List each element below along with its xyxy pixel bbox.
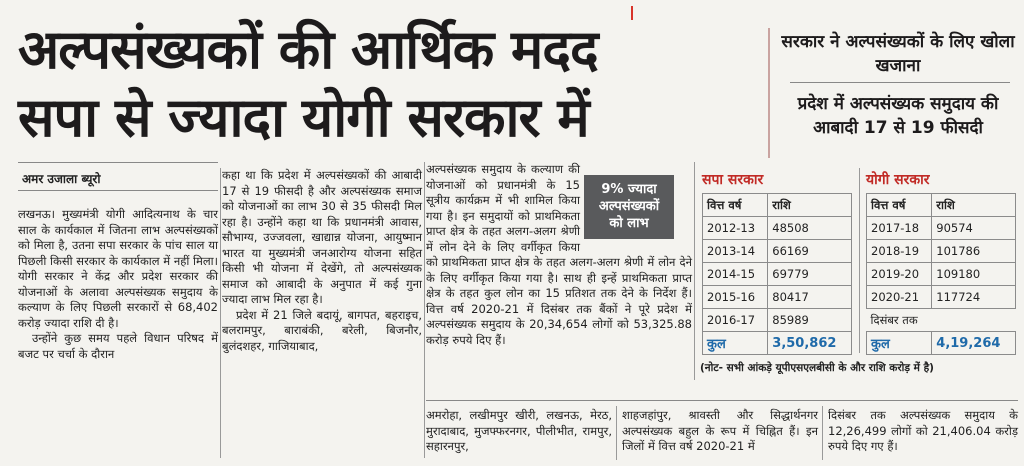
table-header: राशि bbox=[768, 194, 852, 217]
sp-table bbox=[702, 193, 852, 355]
bottom-column-3: दिसंबर तक अल्पसंख्यक समुदाय के 12,26,499 लोगों को 21,406.04 करोड़ रुपये दिए गए हैं। bbox=[828, 408, 1018, 453]
yogi-table bbox=[866, 193, 1016, 355]
table-row bbox=[867, 286, 1016, 309]
table-row bbox=[703, 217, 852, 240]
table-cell: 109180 bbox=[932, 263, 1016, 286]
column-text: प्रदेश में 21 जिले बदायूं, बागपत, बहराइच, बलरामपुर, बाराबंकी, बरेली, बिजनौर, बुलंदशहर, गाजियाबाद, bbox=[222, 307, 422, 353]
divider bbox=[768, 28, 770, 158]
total-label: कुल bbox=[867, 332, 932, 355]
article-column-2 bbox=[222, 168, 422, 354]
table-note: दिसंबर तक bbox=[870, 312, 918, 327]
bottom-column-1: अमरोहा, लखीमपुर खीरी, लखनऊ, मेरठ, मुरादाबाद, मुजफ्फरनगर, पीलीभीत, रामपुर, सहारनपुर, bbox=[426, 408, 612, 453]
column-text: कहा था कि प्रदेश में अल्पसंख्यकों की आबादी 17 से 19 फीसदी है और अल्पसंख्यक समाज को योजनाओं का लाभ 30 से 35 फीसदी मिल रहा है। उन्होंने कहा था कि प्रधानमंत्री आवास, सौभाग्य, उज्जवला, खाद्यान्न योजना, आयुष्मान भारत या मुख्यमंत्री जनआरोग्य योजना सहित किसी भी योजना में देखेंगे, तो अल्पसंख्यक समाज को आबादी के अनुपात में कई गुना ज्यादा लाभ मिल रहा है। bbox=[222, 168, 422, 306]
table-cell: 2020-21 bbox=[867, 286, 932, 309]
sp-table-title: सपा सरकार bbox=[702, 172, 764, 188]
column-text: लखनऊ। मुख्यमंत्री योगी आदित्यनाथ के चार साल के कार्यकाल में जितना लाभ अल्पसंख्यकों को मिला है, उतना सपा सरकार के पांच साल या पिछली किसी सरकार के कार्यकाल में नहीं मिला। योगी सरकार ने केंद्र और प्रदेश सरकार की योजनाओं के अलावा अल्पसंख्यक समुदाय के कल्याण के लिए पिछली सरकारों से 68,402 करोड़ ज्यादा राशि दी है। bbox=[18, 207, 218, 330]
total-value: 3,50,862 bbox=[768, 332, 852, 355]
headline-line-1: अल्पसंख्यकों की आर्थिक मदद bbox=[18, 18, 598, 81]
table-cell: 2019-20 bbox=[867, 263, 932, 286]
byline: अमर उजाला ब्यूरो bbox=[22, 172, 101, 186]
column-text: उन्होंने कुछ समय पहले विधान परिषद में बजट पर चर्चा के दौरान bbox=[18, 331, 218, 361]
badge-line: को लाभ bbox=[609, 216, 649, 231]
table-cell: 101786 bbox=[932, 240, 1016, 263]
table-cell: 2018-19 bbox=[867, 240, 932, 263]
table-cell: 2016-17 bbox=[703, 309, 768, 332]
badge-line: अल्पसंख्यकों bbox=[598, 199, 660, 214]
table-header: वित्त वर्ष bbox=[703, 194, 768, 217]
red-pen-mark bbox=[631, 6, 633, 20]
table-cell: 85989 bbox=[768, 309, 852, 332]
side-headline-2: प्रदेश में अल्पसंख्यक समुदाय की आबादी 17 से 19 फीसदी bbox=[797, 94, 999, 138]
badge-line: 9% ज्यादा bbox=[601, 182, 657, 197]
column-rule bbox=[822, 406, 823, 460]
side-headline-1: सरकार ने अल्पसंख्यकों के लिए खोला खजाना bbox=[781, 32, 1015, 76]
yogi-table-block bbox=[866, 170, 1016, 355]
table-row bbox=[867, 263, 1016, 286]
table-header: राशि bbox=[932, 194, 1016, 217]
column-continued bbox=[426, 255, 692, 348]
headline-line-2: सपा से ज्यादा योगी सरकार में bbox=[18, 86, 589, 149]
divider bbox=[426, 400, 1018, 401]
article-column-1 bbox=[18, 207, 218, 362]
highlight-badge bbox=[584, 175, 674, 239]
table-header: वित्त वर्ष bbox=[867, 194, 932, 217]
divider bbox=[18, 162, 218, 163]
yogi-table-title: योगी सरकार bbox=[866, 172, 930, 188]
column-rule bbox=[220, 168, 221, 458]
table-cell: 90574 bbox=[932, 217, 1016, 240]
table-row bbox=[867, 217, 1016, 240]
column-rule bbox=[616, 406, 617, 460]
column-rule bbox=[859, 168, 860, 353]
table-cell: 2013-14 bbox=[703, 240, 768, 263]
divider bbox=[790, 82, 1010, 83]
divider bbox=[18, 190, 218, 191]
table-cell: 48508 bbox=[768, 217, 852, 240]
total-value: 4,19,264 bbox=[932, 332, 1016, 355]
column-text: अल्पसंख्यक समुदाय के कल्याण की योजनाओं को प्रधानमंत्री के 15 सूत्रीय कार्यक्रम में भी शामिल किया गया है। इन समुदायों को प्राथमिकता प्राप्त क्षेत्र के तहत अलग-अलग श्रेणी में लोन देने के लिए वर्गीकृत किया bbox=[426, 162, 580, 254]
bottom-column-2: शाहजहांपुर, श्रावस्ती और सिद्धार्थनगर अल्पसंख्यक बहुल के रूप में चिह्नित हैं। इन जिलों में वित्त वर्ष 2020-21 में bbox=[622, 408, 818, 453]
table-row bbox=[867, 240, 1016, 263]
table-row bbox=[867, 309, 1016, 332]
column-rule bbox=[424, 162, 425, 458]
total-row bbox=[867, 332, 1016, 355]
table-cell: 117724 bbox=[932, 286, 1016, 309]
column-text: को प्राथमिकता प्राप्त क्षेत्र के तहत अलग-अलग श्रेणी में लोन देने के लिए वर्गीकृत किया गया है। साथ ही इन्हें प्राथमिकता प्राप्त क्षेत्र के तहत कुल लोन का 15 प्रतिशत तक देने के निर्देश हैं। वित्त वर्ष 2020-21 में दिसंबर तक बैंकों ने पूरे प्रदेश में अल्पसंख्यक समुदाय के 20,34,654 लोगों को 53,325.88 करोड़ रुपये दिए हैं। bbox=[426, 255, 692, 347]
column-rule bbox=[694, 162, 695, 380]
total-label: कुल bbox=[703, 332, 768, 355]
table-row bbox=[703, 240, 852, 263]
table-cell: 2015-16 bbox=[703, 286, 768, 309]
total-row bbox=[703, 332, 852, 355]
table-row bbox=[703, 286, 852, 309]
table-row bbox=[703, 263, 852, 286]
table-cell: 2012-13 bbox=[703, 217, 768, 240]
table-cell: 69779 bbox=[768, 263, 852, 286]
table-note: (नोट- सभी आंकड़े यूपीएसएलबीसी के और राशि करोड़ में है) bbox=[700, 362, 934, 374]
table-cell: 80417 bbox=[768, 286, 852, 309]
sp-table-block bbox=[702, 170, 852, 355]
table-cell: 2014-15 bbox=[703, 263, 768, 286]
table-cell: 2017-18 bbox=[867, 217, 932, 240]
table-cell: 66169 bbox=[768, 240, 852, 263]
table-row bbox=[703, 309, 852, 332]
